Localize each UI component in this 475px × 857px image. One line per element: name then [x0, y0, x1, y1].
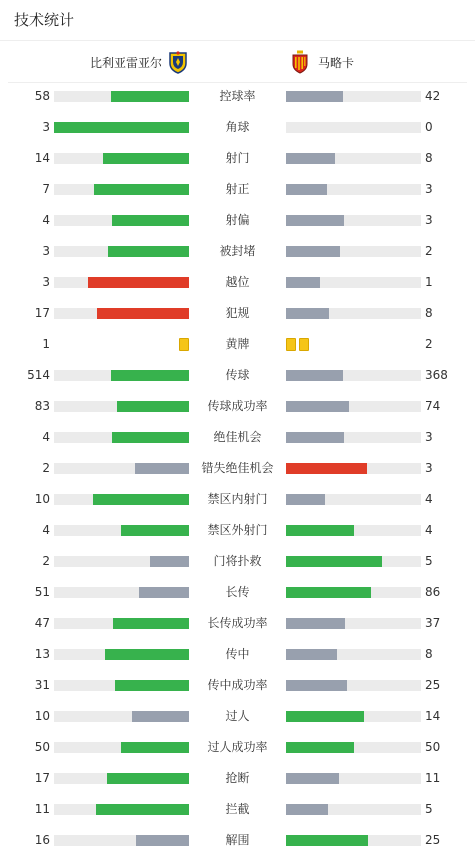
yellow-card-icon [299, 338, 309, 351]
away-bar-track [286, 711, 421, 722]
home-bar-track [54, 432, 189, 443]
home-bar-track [54, 773, 189, 784]
away-bar-track [286, 153, 421, 164]
home-value: 3 [42, 120, 50, 134]
home-value: 16 [34, 833, 50, 847]
away-bar-track [286, 525, 421, 536]
home-bar-fill [97, 308, 189, 319]
home-bar-fill [105, 649, 189, 660]
home-value: 11 [34, 802, 50, 816]
home-bar-track [54, 804, 189, 815]
home-bar-fill [93, 494, 189, 505]
home-bar-fill [136, 835, 189, 846]
divider [0, 40, 475, 41]
away-bar-fill [286, 680, 347, 691]
home-value: 83 [34, 399, 50, 413]
away-bar-fill [286, 215, 344, 226]
away-value: 3 [425, 182, 433, 196]
stat-label: 角球 [225, 120, 250, 134]
stat-row [0, 360, 475, 391]
away-bar-track [286, 587, 421, 598]
teams-header [8, 42, 467, 83]
away-team[interactable] [290, 42, 354, 82]
away-value: 74 [425, 399, 441, 413]
away-cards [286, 338, 309, 351]
stat-label: 绝佳机会 [213, 430, 262, 444]
away-bar-fill [286, 277, 320, 288]
home-bar-fill [108, 246, 189, 257]
home-bar-track [54, 742, 189, 753]
stat-label: 射偏 [225, 213, 250, 227]
stat-label: 门将扑救 [213, 554, 262, 568]
stat-label: 犯规 [225, 306, 250, 320]
stat-label: 拦截 [225, 802, 250, 816]
home-value: 58 [34, 89, 50, 103]
away-bar-fill [286, 494, 325, 505]
stat-row [0, 639, 475, 670]
home-value: 14 [34, 151, 50, 165]
home-bar-fill [88, 277, 189, 288]
away-value: 25 [425, 833, 441, 847]
stat-label: 传球 [225, 368, 250, 382]
home-value: 4 [42, 213, 50, 227]
away-value: 14 [425, 709, 441, 723]
away-bar-track [286, 742, 421, 753]
stat-label: 被封堵 [219, 244, 256, 258]
away-bar-track [286, 556, 421, 567]
away-value: 50 [425, 740, 441, 754]
stat-row [0, 143, 475, 174]
away-bar-track [286, 91, 421, 102]
yellow-card-icon [286, 338, 296, 351]
away-bar-track [286, 277, 421, 288]
away-bar-fill [286, 401, 349, 412]
away-bar-fill [286, 618, 345, 629]
home-value: 31 [34, 678, 50, 692]
away-bar-track [286, 122, 421, 133]
home-value: 2 [42, 461, 50, 475]
home-bar-fill [115, 680, 189, 691]
home-bar-track [54, 525, 189, 536]
home-bar-track [54, 711, 189, 722]
stat-label: 射正 [225, 182, 250, 196]
home-bar-fill [117, 401, 189, 412]
stat-label: 黄牌 [225, 337, 250, 351]
home-team-name: 比利亚雷亚尔 [90, 55, 163, 70]
away-bar-fill [286, 246, 340, 257]
away-bar-track [286, 773, 421, 784]
stat-label: 禁区外射门 [207, 523, 268, 537]
home-bar-track [54, 494, 189, 505]
home-value: 17 [34, 771, 50, 785]
stat-label: 射门 [225, 151, 250, 165]
away-bar-track [286, 463, 421, 474]
home-bar-fill [111, 91, 189, 102]
home-bar-track [54, 649, 189, 660]
away-bar-fill [286, 432, 344, 443]
stat-row [0, 329, 475, 360]
home-bar-track [54, 680, 189, 691]
away-value: 86 [425, 585, 441, 599]
home-bar-track [54, 556, 189, 567]
home-value: 50 [34, 740, 50, 754]
stat-row [0, 732, 475, 763]
away-bar-track [286, 308, 421, 319]
stat-row [0, 484, 475, 515]
away-value: 1 [425, 275, 433, 289]
away-bar-track [286, 215, 421, 226]
away-bar-fill [286, 556, 382, 567]
home-bar-track [54, 618, 189, 629]
home-value: 10 [34, 492, 50, 506]
stat-label: 传中 [225, 647, 250, 661]
home-value: 10 [34, 709, 50, 723]
home-bar-fill [139, 587, 189, 598]
page-title: 技术统计 [14, 11, 75, 29]
home-bar-fill [111, 370, 189, 381]
home-bar-fill [135, 463, 189, 474]
away-bar-track [286, 618, 421, 629]
home-value: 7 [42, 182, 50, 196]
stat-row [0, 515, 475, 546]
home-bar-track [54, 246, 189, 257]
stats-list [0, 81, 475, 856]
away-value: 3 [425, 461, 433, 475]
stat-row [0, 763, 475, 794]
stat-label: 传球成功率 [207, 399, 268, 413]
away-value: 4 [425, 523, 433, 537]
stat-label: 解围 [225, 833, 250, 847]
away-bar-fill [286, 370, 343, 381]
home-bar-track [54, 277, 189, 288]
stat-row [0, 577, 475, 608]
away-bar-track [286, 184, 421, 195]
away-bar-fill [286, 91, 343, 102]
stat-label: 过人成功率 [207, 740, 268, 754]
away-value: 42 [425, 89, 441, 103]
away-team-name: 马略卡 [318, 55, 355, 70]
stat-label: 长传 [225, 585, 250, 599]
stat-row [0, 825, 475, 856]
away-value: 3 [425, 213, 433, 227]
home-bar-fill [96, 804, 189, 815]
home-team[interactable] [90, 42, 188, 82]
home-bar-track [54, 463, 189, 474]
home-bar-track [54, 835, 189, 846]
away-value: 5 [425, 554, 433, 568]
away-value: 8 [425, 151, 433, 165]
stat-label: 过人 [225, 709, 250, 723]
home-value: 2 [42, 554, 50, 568]
stat-row [0, 236, 475, 267]
away-value: 8 [425, 306, 433, 320]
away-value: 37 [425, 616, 441, 630]
away-bar-track [286, 494, 421, 505]
stat-row [0, 546, 475, 577]
away-value: 25 [425, 678, 441, 692]
stat-row [0, 670, 475, 701]
home-bar-fill [113, 618, 189, 629]
away-value: 2 [425, 244, 433, 258]
away-value: 2 [425, 337, 433, 351]
away-bar-fill [286, 153, 335, 164]
away-bar-fill [286, 587, 371, 598]
stat-label: 传中成功率 [207, 678, 268, 692]
home-value: 1 [42, 337, 50, 351]
home-bar-track [54, 215, 189, 226]
stat-row [0, 298, 475, 329]
home-bar-fill [132, 711, 189, 722]
stat-row [0, 267, 475, 298]
away-bar-track [286, 370, 421, 381]
away-value: 11 [425, 771, 441, 785]
home-bar-fill [54, 122, 189, 133]
home-bar-track [54, 587, 189, 598]
stat-label: 禁区内射门 [207, 492, 268, 506]
away-bar-track [286, 401, 421, 412]
away-bar-fill [286, 184, 327, 195]
away-bar-track [286, 432, 421, 443]
away-value: 4 [425, 492, 433, 506]
home-bar-track [54, 370, 189, 381]
home-value: 13 [34, 647, 50, 661]
home-bar-track [54, 184, 189, 195]
home-bar-track [54, 122, 189, 133]
stat-label: 控球率 [219, 89, 256, 103]
stat-label: 越位 [225, 275, 250, 289]
home-bar-fill [112, 432, 189, 443]
away-bar-track [286, 804, 421, 815]
away-bar-fill [286, 525, 354, 536]
home-bar-track [54, 91, 189, 102]
yellow-card-icon [179, 338, 189, 351]
stat-row [0, 794, 475, 825]
home-value: 3 [42, 275, 50, 289]
stat-label: 错失绝佳机会 [201, 461, 274, 475]
home-value: 3 [42, 244, 50, 258]
villarreal-crest-icon [168, 50, 188, 74]
home-value: 514 [27, 368, 50, 382]
away-bar-fill [286, 463, 367, 474]
away-bar-fill [286, 649, 337, 660]
away-value: 3 [425, 430, 433, 444]
home-bar-fill [107, 773, 189, 784]
stat-label: 抢断 [225, 771, 250, 785]
stat-row [0, 608, 475, 639]
away-value: 8 [425, 647, 433, 661]
home-cards [179, 338, 189, 351]
home-bar-fill [121, 742, 189, 753]
home-value: 51 [34, 585, 50, 599]
home-bar-track [54, 401, 189, 412]
stat-row [0, 81, 475, 112]
home-bar-fill [121, 525, 189, 536]
home-value: 4 [42, 430, 50, 444]
home-bar-fill [103, 153, 189, 164]
away-bar-track [286, 649, 421, 660]
home-value: 4 [42, 523, 50, 537]
home-value: 17 [34, 306, 50, 320]
home-bar-fill [112, 215, 189, 226]
stat-row [0, 422, 475, 453]
home-bar-fill [94, 184, 189, 195]
stat-label: 长传成功率 [207, 616, 268, 630]
away-bar-fill [286, 773, 339, 784]
mallorca-crest-icon [290, 50, 310, 74]
away-bar-fill [286, 711, 364, 722]
stat-row [0, 205, 475, 236]
away-bar-fill [286, 742, 354, 753]
away-value: 0 [425, 120, 433, 134]
away-value: 368 [425, 368, 448, 382]
home-bar-track [54, 308, 189, 319]
away-bar-fill [286, 835, 368, 846]
home-value: 47 [34, 616, 50, 630]
home-bar-track [54, 153, 189, 164]
stat-row [0, 701, 475, 732]
away-bar-track [286, 246, 421, 257]
away-bar-track [286, 680, 421, 691]
away-bar-track [286, 835, 421, 846]
stat-row [0, 453, 475, 484]
away-value: 5 [425, 802, 433, 816]
home-bar-fill [150, 556, 189, 567]
away-bar-fill [286, 308, 329, 319]
away-bar-fill [286, 804, 328, 815]
stat-row [0, 174, 475, 205]
stat-row [0, 391, 475, 422]
stat-row [0, 112, 475, 143]
